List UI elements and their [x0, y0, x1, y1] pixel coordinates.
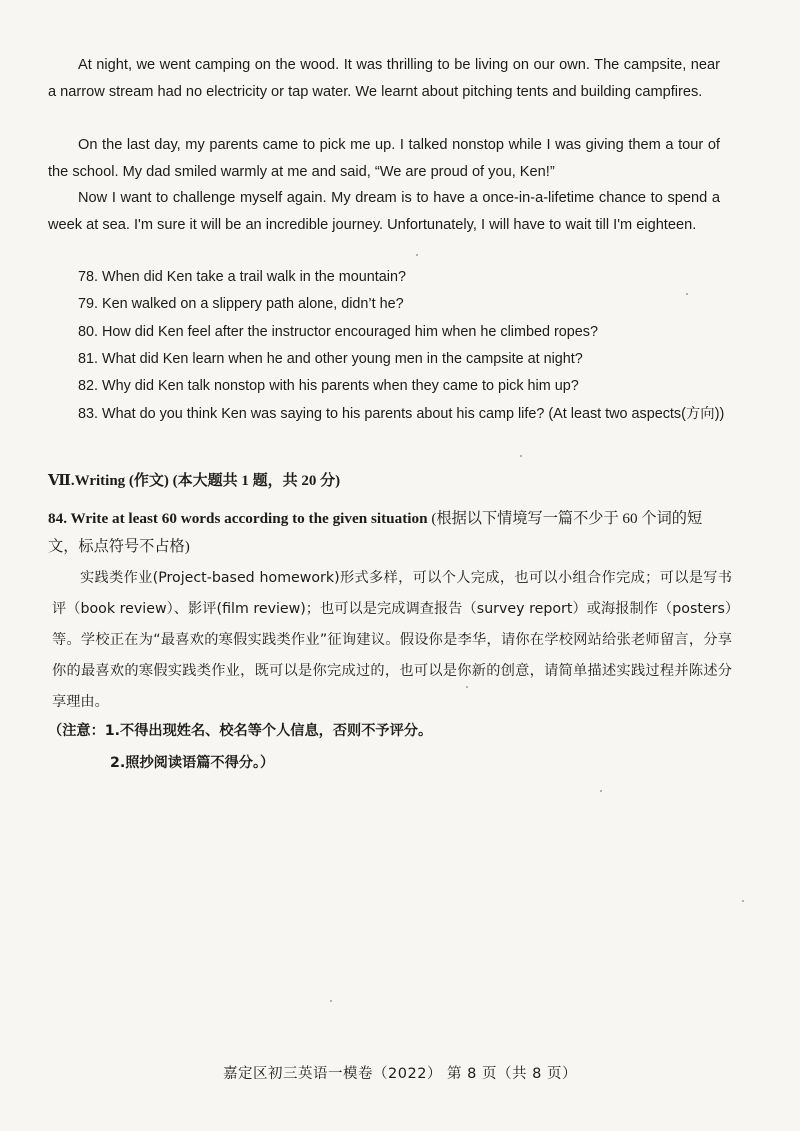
writing-task-label: 84. Write at least 60 words according to the given situation — [48, 510, 428, 527]
writing-note-1: （注意：1.不得出现姓名、校名等个人信息，否则不予评分。 — [48, 723, 433, 739]
passage-paragraph-3 — [48, 185, 720, 238]
question-82: 82. Why did Ken talk nonstop with his parents when they came to pick him up? — [78, 378, 579, 394]
writing-task — [48, 505, 728, 561]
scan-speck — [416, 254, 418, 256]
passage-paragraph-1-text: At night, we went camping on the wood. It was thrilling to be living on our own. The campsite, near a narrow stream had no electricity or tap water. We learnt about pitching tents and building campfires. — [48, 57, 720, 100]
question-80: 80. How did Ken feel after the instructor encouraged him when he climbed ropes? — [78, 324, 598, 340]
question-83: 83. What do you think Ken was saying to his parents about his camp life? (At least two aspects(方向)) — [78, 406, 725, 422]
writing-prompt-text: 实践类作业(Project-based homework)形式多样，可以个人完成，也可以小组合作完成；可以是写书评（book review）、影评(film review)；也可以是完成调查报告（survey report）或海报制作（posters）等。学校正在为“最喜欢的寒假实践类作业”征询建议。假设你是李华，请你在学校网站给张老师留言，分享你的最喜欢的寒假实践类作业，既可以是你完成过的，也可以是你新的创意，请简单描述实践过程并陈述分享理由。 — [52, 570, 732, 710]
writing-note-2: 2.照抄阅读语篇不得分。） — [110, 755, 275, 771]
scan-speck — [330, 1000, 332, 1002]
passage-paragraph-2-text: On the last day, my parents came to pick me up. I talked nonstop while I was giving them a tour of the school. My dad smiled warmly at me and said, “We are proud of you, Ken!” — [48, 137, 720, 180]
scan-speck — [466, 686, 468, 688]
writing-task-instruction: (根据以下情境写一篇不少于 60 个词的短文，标点符号不占格) — [48, 510, 703, 555]
question-81: 81. What did Ken learn when he and other young men in the campsite at night? — [78, 351, 583, 367]
scan-speck — [520, 455, 522, 457]
scan-speck — [742, 900, 744, 902]
writing-section-heading: Ⅶ.Writing (作文) (本大题共 1 题，共 20 分) — [48, 473, 341, 489]
page-footer: 嘉定区初三英语一模卷（2022） 第 8 页（共 8 页） — [223, 1066, 577, 1082]
scan-speck — [686, 293, 688, 295]
question-79: 79. Ken walked on a slippery path alone, didn’t he? — [78, 296, 404, 312]
writing-prompt — [52, 563, 732, 718]
passage-paragraph-2 — [48, 132, 720, 185]
passage-paragraph-3-text: Now I want to challenge myself again. My dream is to have a once-in-a-lifetime chance to spend a week at sea. I'm sure it will be an incredible journey. Unfortunately, I will have to wait till I'm eighteen. — [48, 190, 720, 233]
scan-speck — [600, 790, 602, 792]
passage-paragraph-1 — [48, 52, 720, 105]
question-78: 78. When did Ken take a trail walk in the mountain? — [78, 269, 406, 285]
